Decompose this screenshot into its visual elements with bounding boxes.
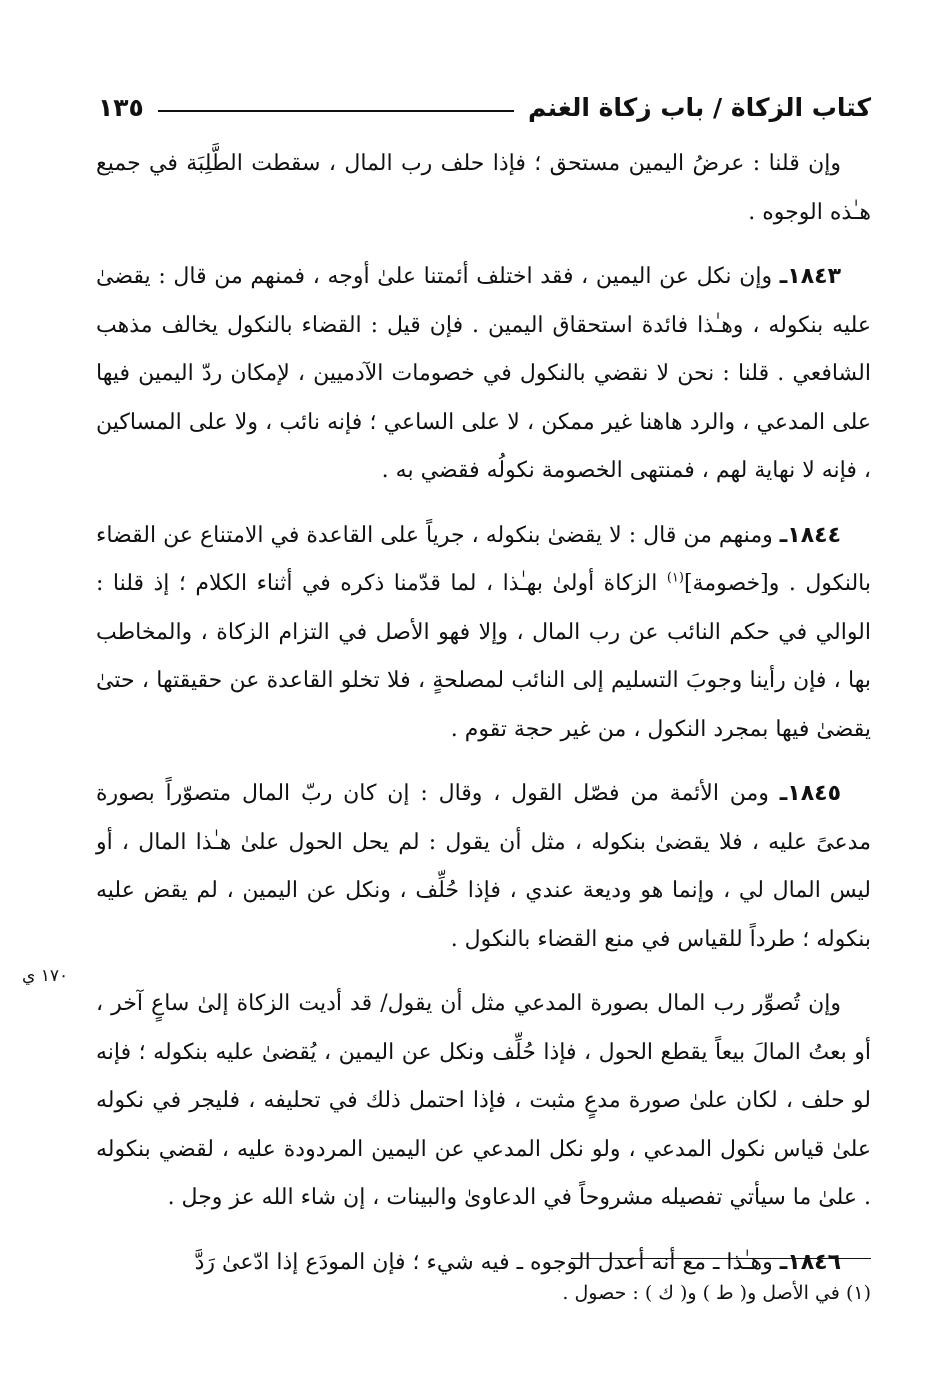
paragraph-text: ومن الأئمة من فصّل القول ، وقال : إن كان ربّ المال متصوّراً بصورة مدعىً عليه ، فلا يقضىٰ بنكوله ، مثل أن يقول : لم يحل الحول علىٰ هـٰذا المال ، أو ليس المال لي ، وإنما هو وديعة عندي ، فإذا حُلِّف ، ونكل عن اليمين ، لم يقض عليه بنكوله ؛ طرداً للقياس في منع القضاء بالنكول . — [96, 781, 871, 952]
running-header — [98, 78, 871, 122]
footnote-reference: (١) — [666, 570, 684, 586]
footnote-text: في الأصل و( ط ) و( ك ) : حصول . — [562, 1282, 846, 1304]
paragraph-number: ١٨٤٣ـ — [779, 264, 841, 289]
paragraph-intro: وإن قلنا : عرضُ اليمين مستحق ؛ فإذا حلف رب المال ، سقطت الطَّلِبَة في جميع هـٰذه الوجوه . — [96, 151, 871, 225]
footnote-separator — [571, 1258, 871, 1259]
header-rule — [158, 110, 514, 112]
paragraph-number: ١٨٤٤ـ — [779, 522, 841, 548]
paragraph-continued: وإن تُصوِّر رب المال بصورة المدعي مثل أن يقول/ قد أديت الزكاة إلىٰ ساعٍ آخر ، أو بعتُ المالَ بيعاً يقطع الحول ، فإذا حُلِّف ونكل عن اليمين ، يُقضىٰ عليه بنكوله ؛ فإنه لو حلف ، لكان علىٰ صورة مدعٍ مثبت ، فإذا احتمل ذلك في تحليفه ، فليجر في نكوله علىٰ قياس نكول المدعي ، ولو نكل المدعي عن اليمين المردودة عليه ، لقضي بنكوله . علىٰ ما سيأتي تفصيله مشروحاً في الدعاوىٰ والبينات ، إن شاء الله عز وجل . — [96, 991, 871, 1210]
paragraph-number: ١٨٤٥ـ — [779, 781, 841, 806]
page-number: ١٣٥ — [98, 93, 144, 122]
running-header-title: كتاب الزكاة / باب زكاة الغنم — [528, 93, 871, 122]
paragraph-text: وهـٰذا ـ مع أنه أعدل الوجوه ـ فيه شيء ؛ فإن المودَع إذا ادّعىٰ رَدَّ — [194, 1249, 780, 1275]
paragraph-1843 — [96, 253, 871, 496]
footnote-marker: (١) — [845, 1282, 871, 1304]
paragraph-text: ومنهم من قال : لا يقضىٰ بنكوله ، جرياً على القاعدة في الامتناع عن القضاء بالنكول . و[خصومة] — [96, 522, 871, 596]
paragraph-1845 — [96, 770, 871, 964]
paragraph-1846 — [96, 1239, 871, 1288]
paragraph-number: ١٨٤٦ـ — [779, 1249, 841, 1275]
paragraph-text: وإن نكل عن اليمين ، فقد اختلف أئمتنا علىٰ أوجه ، فمنهم من قال : يقضىٰ عليه بنكوله ، وهـٰذا فائدة استحقاق اليمين . فإن قيل : القضاء بالنكول يخالف مذهب الشافعي . قلنا : نحن لا نقضي بالنكول في خصومات الآدميين ، لإمكان ردّ اليمين فيها على المدعي ، والرد هاهنا غير ممكن ، لا على الساعي ؛ فإنه نائب ، ولا على المساكين ، فإنه لا نهاية لهم ، فمنتهى الخصومة نكولُه فقضي به . — [96, 264, 871, 483]
main-text — [96, 140, 871, 1287]
paragraph-text-continued: الزكاة أولىٰ بهـٰذا ، لما قدّمنا ذكره في أثناء الكلام ؛ إذ قلنا : الوالي في حكم النائب عن رب المال ، وإلا فهو الأصل في التزام الزكاة ، والمخاطب بها ، فإن رأينا وجوبَ التسليم إلى النائب لمصلحةٍ ، فلا تخلو القاعدة عن حقيقتها ، حتىٰ يقضىٰ فيها بمجرد النكول ، من غير حجة تقوم . — [96, 571, 871, 742]
footnote — [562, 1282, 871, 1304]
margin-manuscript-folio-note: ١٧٠ ي — [22, 966, 69, 986]
paragraph-1844 — [96, 512, 871, 755]
